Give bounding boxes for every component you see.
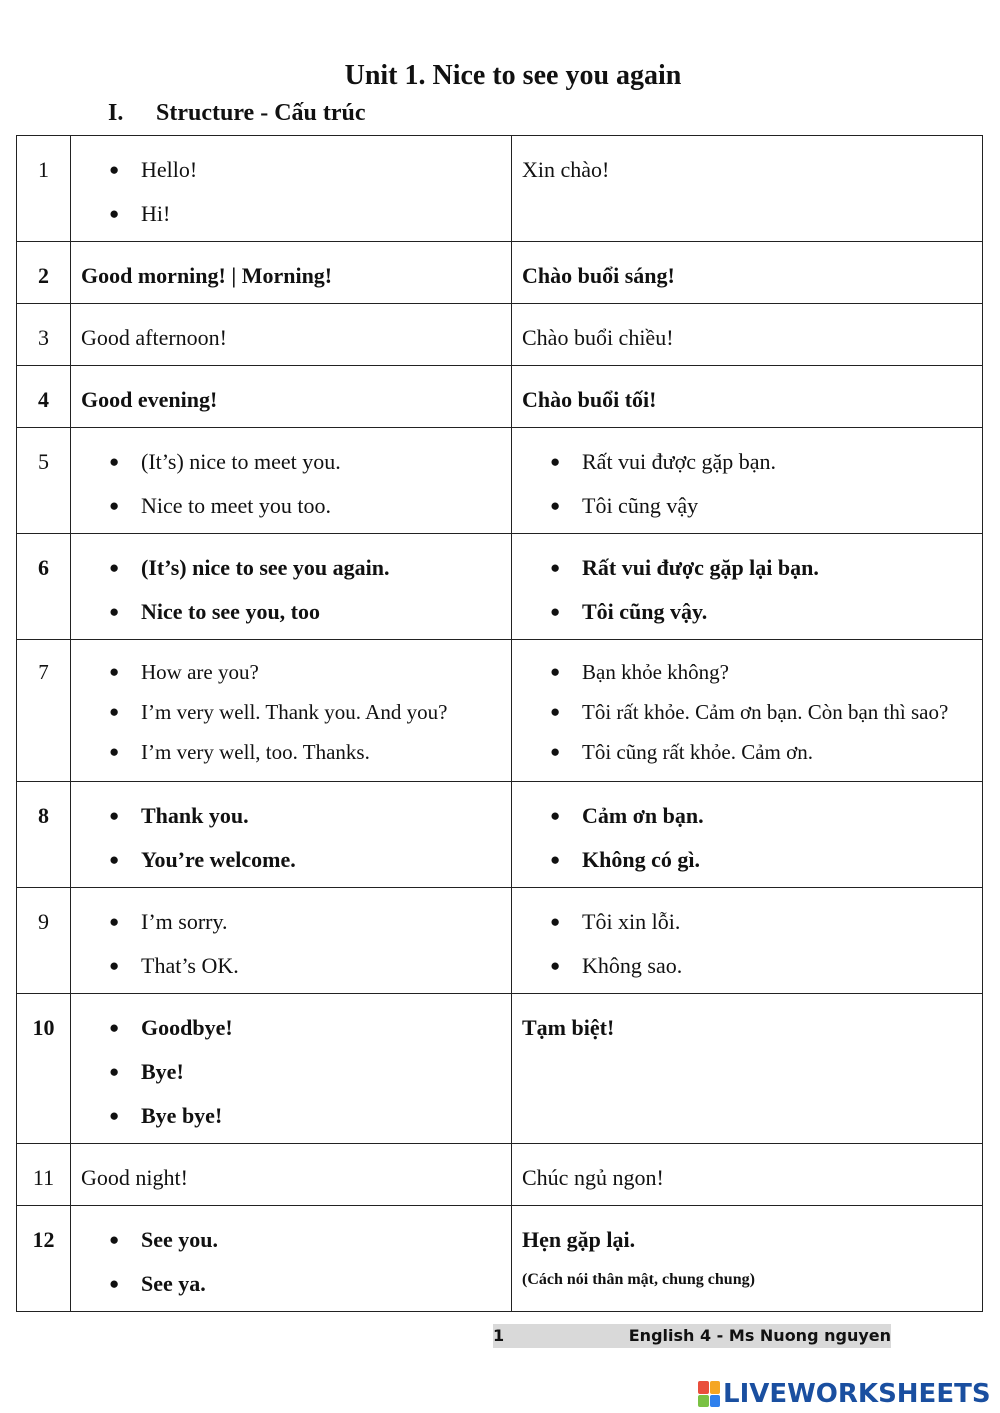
- list-item: ● See you.: [81, 1218, 503, 1262]
- list-item: ● Tôi cũng vậy.: [522, 590, 974, 634]
- footer-text: English 4 - Ms Nuong nguyen: [628, 1326, 891, 1345]
- table-row: [17, 782, 983, 888]
- english-cell: [71, 1206, 512, 1312]
- list-item: ● You’re welcome.: [81, 838, 503, 882]
- row-number: 8: [17, 782, 71, 888]
- vietnamese-cell: [512, 1144, 983, 1206]
- english-cell: [71, 640, 512, 782]
- cell-text: Good night!: [81, 1165, 188, 1190]
- logo-icon: [698, 1381, 720, 1407]
- bullet-list: [81, 1218, 503, 1306]
- section-number: I.: [108, 100, 124, 126]
- vietnamese-cell: [512, 640, 983, 782]
- table-row: [17, 994, 983, 1144]
- row-number: 9: [17, 888, 71, 994]
- cell-text: Good morning! | Morning!: [81, 263, 333, 288]
- structure-table: [16, 135, 983, 1312]
- bullet-list: [81, 440, 503, 528]
- english-cell: [71, 782, 512, 888]
- list-item: ● That’s OK.: [81, 944, 503, 988]
- table-row: [17, 242, 983, 304]
- cell-text: Chào buổi chiều!: [522, 325, 674, 350]
- table-row: [17, 640, 983, 782]
- list-item: ● Bạn khỏe không?: [522, 652, 974, 692]
- vietnamese-cell: [512, 994, 983, 1144]
- list-item: ● Thank you.: [81, 794, 503, 838]
- bullet-list: [522, 900, 974, 988]
- page-number: 1: [493, 1326, 505, 1345]
- cell-text: Hẹn gặp lại.: [522, 1227, 636, 1252]
- row-number: 3: [17, 304, 71, 366]
- section-label: Structure - Cấu trúc: [156, 100, 366, 126]
- bullet-list: [522, 794, 974, 882]
- usage-note: (Cách nói thân mật, chung chung): [522, 1271, 755, 1288]
- logo-square-4: [710, 1395, 721, 1408]
- cell-text: Tạm biệt!: [522, 1015, 615, 1040]
- logo-text: LIVEWORKSHEETS: [723, 1379, 991, 1409]
- vietnamese-cell: [512, 242, 983, 304]
- cell-text: Xin chào!: [522, 157, 610, 182]
- bullet-list: [81, 794, 503, 882]
- list-item: ● Bye bye!: [81, 1094, 503, 1138]
- vietnamese-cell: [512, 304, 983, 366]
- list-item: ● Tôi cũng vậy: [522, 484, 974, 528]
- list-item: ● Rất vui được gặp bạn.: [522, 440, 974, 484]
- list-item: ● Hello!: [81, 148, 503, 192]
- english-cell: [71, 366, 512, 428]
- list-item: ● Không có gì.: [522, 838, 974, 882]
- list-item: ● See ya.: [81, 1262, 503, 1306]
- list-item: ● Goodbye!: [81, 1006, 503, 1050]
- english-cell: [71, 304, 512, 366]
- list-item: ● Tôi xin lỗi.: [522, 900, 974, 944]
- table-row: [17, 428, 983, 534]
- page-footer: [493, 1324, 891, 1348]
- list-item: ● Nice to see you, too: [81, 590, 503, 634]
- row-number: 6: [17, 534, 71, 640]
- cell-text: Chào buổi tối!: [522, 387, 657, 412]
- english-cell: [71, 428, 512, 534]
- cell-text: Chào buổi sáng!: [522, 263, 675, 288]
- row-number: 4: [17, 366, 71, 428]
- bullet-list: [522, 546, 974, 634]
- row-number: 11: [17, 1144, 71, 1206]
- logo-square-1: [698, 1381, 709, 1394]
- bullet-list: [522, 440, 974, 528]
- bullet-list: [81, 652, 503, 772]
- list-item: ● I’m very well, too. Thanks.: [81, 732, 503, 772]
- list-item: ● (It’s) nice to see you again.: [81, 546, 503, 590]
- row-number: 7: [17, 640, 71, 782]
- english-cell: [71, 242, 512, 304]
- row-number: 5: [17, 428, 71, 534]
- cell-text: Good evening!: [81, 387, 218, 412]
- english-cell: [71, 888, 512, 994]
- vietnamese-cell: [512, 782, 983, 888]
- list-item: ● Không sao.: [522, 944, 974, 988]
- table-row: [17, 136, 983, 242]
- table-row: [17, 1144, 983, 1206]
- vietnamese-cell: [512, 888, 983, 994]
- table-row: [17, 366, 983, 428]
- list-item: ● Rất vui được gặp lại bạn.: [522, 546, 974, 590]
- list-item: ● Nice to meet you too.: [81, 484, 503, 528]
- list-item: ● Tôi cũng rất khỏe. Cảm ơn.: [522, 732, 974, 772]
- table-row: [17, 304, 983, 366]
- bullet-list: [81, 148, 503, 236]
- logo-square-2: [710, 1381, 721, 1394]
- english-cell: [71, 1144, 512, 1206]
- vietnamese-cell: [512, 1206, 983, 1312]
- list-item: ● (It’s) nice to meet you.: [81, 440, 503, 484]
- cell-text: Good afternoon!: [81, 325, 228, 350]
- bullet-list: [81, 900, 503, 988]
- english-cell: [71, 534, 512, 640]
- bullet-list: [81, 546, 503, 634]
- list-item: ● Bye!: [81, 1050, 503, 1094]
- list-item: ● I’m very well. Thank you. And you?: [81, 692, 503, 732]
- table-row: [17, 1206, 983, 1312]
- bullet-list: [81, 1006, 503, 1138]
- english-cell: [71, 994, 512, 1144]
- bullet-list: [522, 652, 974, 772]
- list-item: ● Hi!: [81, 192, 503, 236]
- list-item: ● I’m sorry.: [81, 900, 503, 944]
- vietnamese-cell: [512, 534, 983, 640]
- list-item: ● Cảm ơn bạn.: [522, 794, 974, 838]
- page-title: Unit 1. Nice to see you again: [344, 60, 682, 91]
- liveworksheets-logo: [698, 1378, 991, 1410]
- table-row: [17, 534, 983, 640]
- vietnamese-cell: [512, 428, 983, 534]
- vietnamese-cell: [512, 136, 983, 242]
- section-heading: [108, 100, 366, 127]
- english-cell: [71, 136, 512, 242]
- row-number: 10: [17, 994, 71, 1144]
- list-item: ● Tôi rất khỏe. Cảm ơn bạn. Còn bạn thì sao?: [522, 692, 974, 732]
- table-row: [17, 888, 983, 994]
- structure-table-body: [17, 136, 983, 1312]
- logo-square-3: [698, 1395, 709, 1408]
- row-number: 2: [17, 242, 71, 304]
- cell-text: Chúc ngủ ngon!: [522, 1165, 664, 1190]
- list-item: ● How are you?: [81, 652, 503, 692]
- row-number: 12: [17, 1206, 71, 1312]
- row-number: 1: [17, 136, 71, 242]
- vietnamese-cell: [512, 366, 983, 428]
